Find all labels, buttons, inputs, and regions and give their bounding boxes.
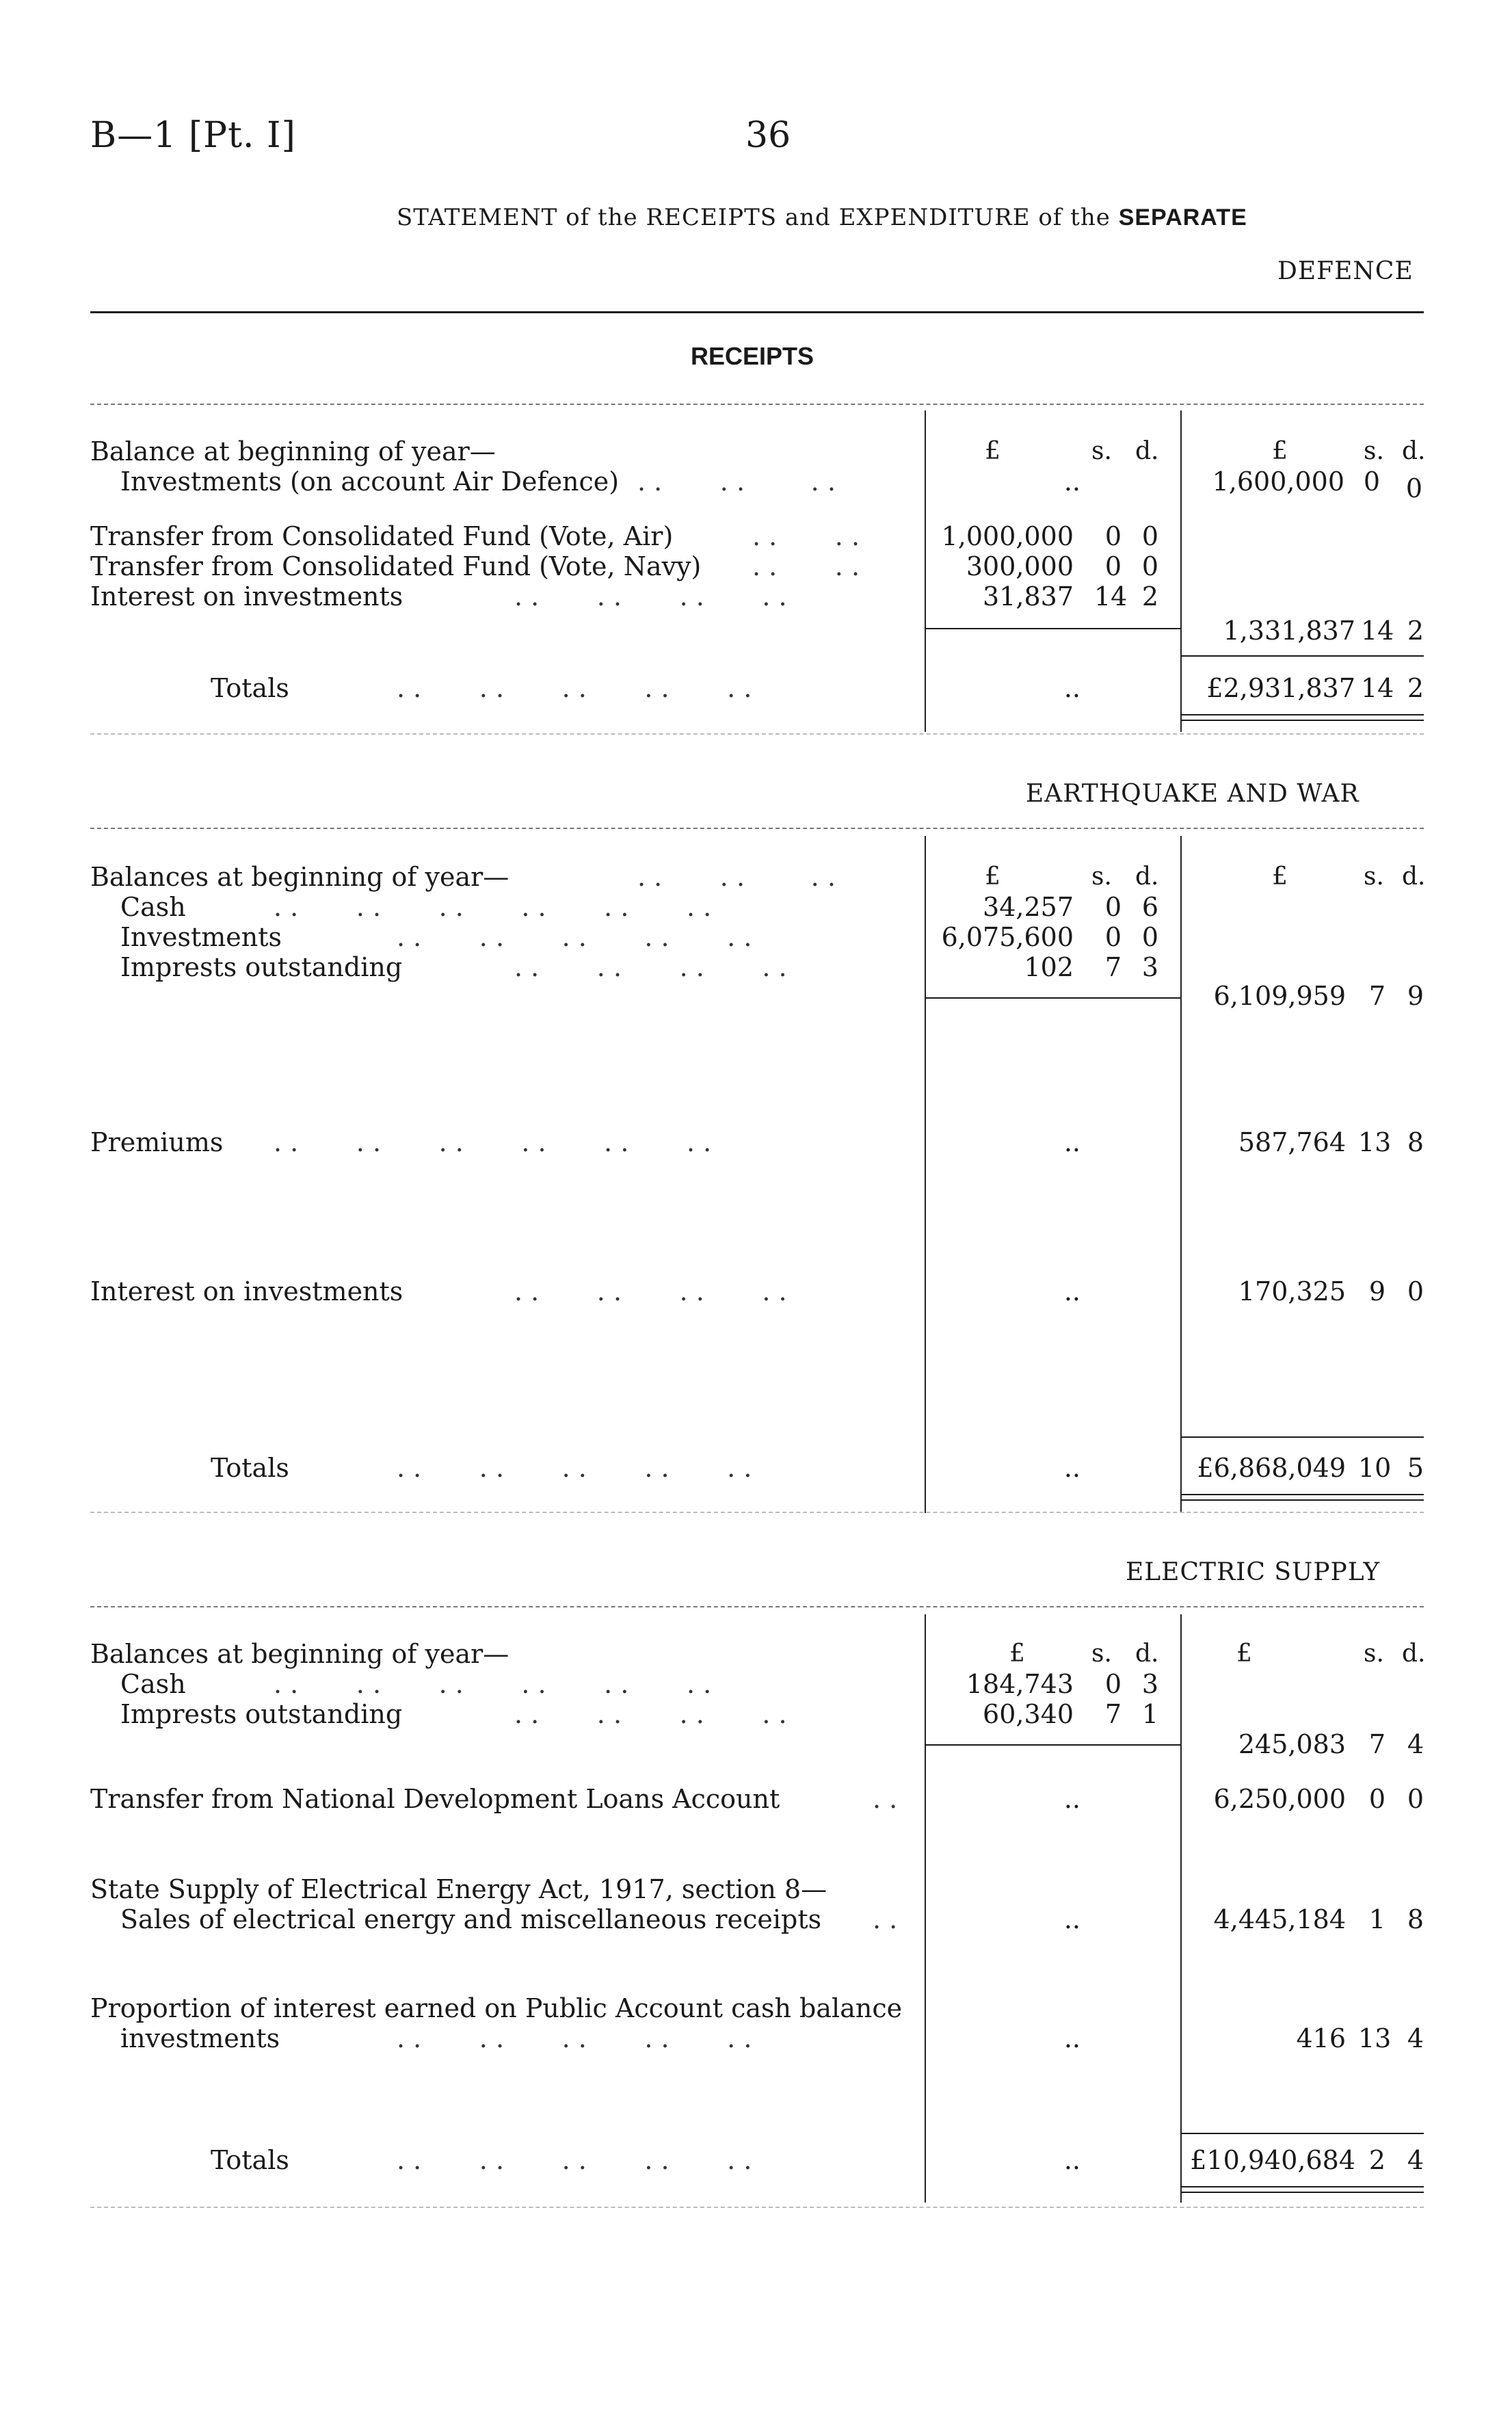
totals-rule	[1180, 1436, 1424, 1438]
leader-dots: . . . . . . . . . .	[397, 1453, 752, 1483]
leader-dots: . . . . . .	[637, 466, 836, 497]
leader-dots: . .	[873, 1784, 898, 1814]
item-pence: 6	[1141, 892, 1158, 922]
subtotal-pence: 2	[1407, 616, 1424, 646]
totals-shillings: 10	[1358, 1453, 1392, 1483]
item-pence: 1	[1141, 1699, 1158, 1729]
leader-dots: . . . . . .	[637, 862, 836, 892]
interest-col1: ..	[1063, 1276, 1080, 1306]
leader-dots: . . . . . . . . . .	[397, 673, 752, 703]
unit-shilling: s.	[1364, 437, 1384, 465]
balances-label: Balances at beginning of year—	[90, 1639, 509, 1669]
balance-total-pence: 4	[1407, 1729, 1424, 1759]
section-title-electric: ELECTRIC SUPPLY	[1126, 1558, 1381, 1586]
totals-col1: ..	[1063, 1453, 1080, 1483]
item-pence: 0	[1141, 922, 1158, 952]
subtotal-rule	[925, 997, 1180, 999]
totals-pounds: £6,868,049	[1197, 1453, 1346, 1483]
subtotal-rule	[925, 628, 1180, 629]
totals-pence: 4	[1407, 2145, 1424, 2175]
state-pence: 8	[1407, 1904, 1424, 1934]
subtotal-rule	[925, 1744, 1180, 1746]
leader-dots: . . . . . . . . . . . .	[274, 1127, 712, 1157]
row-pounds: 1,000,000	[941, 521, 1074, 551]
proportion-shillings: 13	[1358, 2023, 1392, 2053]
unit-pound: £	[1236, 1640, 1252, 1668]
item-label: Cash	[120, 892, 186, 922]
investments-label: Investments (on account Air Defence)	[120, 466, 620, 497]
premiums-label: Premiums	[90, 1127, 224, 1157]
col-divider-2	[1180, 410, 1182, 732]
unit-pound: £	[1272, 863, 1288, 891]
premiums-pence: 8	[1407, 1127, 1424, 1157]
row-pounds: 300,000	[966, 551, 1074, 581]
item-pence: 3	[1141, 1669, 1158, 1699]
proportion-col1: ..	[1063, 2023, 1080, 2053]
leader-dots: . . . . . . . . . .	[397, 922, 752, 952]
section-divider	[90, 733, 1424, 735]
item-shillings: 0	[1104, 922, 1122, 952]
item-pounds: 60,340	[983, 1699, 1074, 1729]
balance-total-shillings: 7	[1368, 1729, 1385, 1759]
leader-dots: . . . . . . . .	[514, 581, 787, 612]
balance-label: Balance at beginning of year—	[90, 436, 496, 466]
col-divider-1	[925, 410, 926, 732]
transfer-shillings: 0	[1368, 1784, 1385, 1814]
unit-pound: £	[1009, 1640, 1025, 1668]
totals-double-rule	[1180, 1494, 1424, 1495]
totals-rule	[1180, 2133, 1424, 2134]
investments-pounds: 1,600,000	[1212, 466, 1344, 497]
leader-dots: . . . . . . . .	[514, 1699, 787, 1729]
transfer-pounds: 6,250,000	[1213, 1784, 1346, 1814]
item-label: Imprests outstanding	[120, 952, 403, 982]
page-number: 36	[745, 115, 791, 156]
balance-total-pounds: 6,109,959	[1213, 981, 1346, 1011]
row-pence: 0	[1141, 551, 1158, 581]
section-title-earthquake: EARTHQUAKE AND WAR	[1026, 780, 1360, 808]
row-label: Interest on investments	[90, 581, 403, 612]
interest-pounds: 170,325	[1238, 1276, 1346, 1306]
leader-dots: . . . . . . . .	[514, 1276, 787, 1306]
item-shillings: 7	[1104, 952, 1122, 982]
statement-title-bold: SEPARATE	[1118, 205, 1247, 231]
document-reference: B—1 [Pt. I]	[90, 115, 296, 156]
unit-pence: d.	[1135, 1640, 1159, 1668]
transfer-label: Transfer from National Development Loans Account	[90, 1784, 780, 1814]
unit-shilling: s.	[1364, 1640, 1384, 1668]
totals-col1: ..	[1063, 2145, 1080, 2175]
unit-pence: d.	[1135, 437, 1159, 465]
row-pounds: 31,837	[983, 581, 1074, 612]
row-shillings: 14	[1094, 581, 1128, 612]
totals-label: Totals	[211, 1453, 289, 1483]
balances-label: Balances at beginning of year—	[90, 862, 509, 892]
totals-rule	[1180, 655, 1424, 657]
state-col1: ..	[1063, 1904, 1080, 1934]
item-shillings: 7	[1104, 1699, 1122, 1729]
proportion-label: Proportion of interest earned on Public Account cash balance	[90, 1993, 903, 2023]
row-shillings: 0	[1104, 521, 1122, 551]
totals-pence: 2	[1407, 673, 1424, 703]
investments-col1: ..	[1063, 466, 1080, 497]
rule-section	[90, 1606, 1424, 1607]
col-divider-2	[1180, 1614, 1182, 2203]
unit-shilling: s.	[1091, 437, 1112, 465]
bottom-rule	[90, 2207, 1424, 2208]
col-divider-1	[925, 836, 926, 1513]
section-title-defence: DEFENCE	[1277, 257, 1414, 285]
statement-title	[397, 204, 1247, 231]
unit-pence: d.	[1402, 437, 1426, 465]
unit-pound: £	[985, 863, 1000, 891]
state-supply-sublabel: Sales of electrical energy and miscellaneous receipts	[120, 1904, 822, 1934]
totals-pence: 5	[1407, 1453, 1424, 1483]
unit-pence: d.	[1402, 1640, 1426, 1668]
row-pence: 0	[1141, 521, 1158, 551]
unit-pound: £	[1272, 437, 1288, 465]
section-divider	[90, 1512, 1424, 1513]
leader-dots: . . . . . . . . . . . .	[274, 892, 712, 922]
balance-total-pounds: 245,083	[1238, 1729, 1346, 1759]
totals-double-rule	[1180, 1499, 1424, 1501]
state-pounds: 4,445,184	[1213, 1904, 1346, 1934]
state-shillings: 1	[1368, 1904, 1385, 1934]
premiums-pounds: 587,764	[1238, 1127, 1346, 1157]
totals-pounds: £2,931,837	[1206, 673, 1355, 703]
proportion-pounds: 416	[1296, 2023, 1346, 2053]
item-pounds: 184,743	[966, 1669, 1074, 1699]
investments-pence: 0	[1405, 473, 1422, 503]
interest-label: Interest on investments	[90, 1276, 403, 1306]
rule-top	[90, 311, 1424, 313]
totals-shillings: 14	[1361, 673, 1394, 703]
item-pounds: 102	[1024, 952, 1074, 982]
col-divider-2	[1180, 836, 1182, 1513]
row-pence: 2	[1141, 581, 1158, 612]
unit-shilling: s.	[1364, 863, 1384, 891]
item-pence: 3	[1141, 952, 1158, 982]
investments-shillings: 0	[1363, 466, 1380, 497]
col-divider-1	[925, 1614, 926, 2203]
item-shillings: 0	[1104, 892, 1122, 922]
totals-double-rule	[1180, 2186, 1424, 2187]
subtotal-pounds: 1,331,837	[1223, 616, 1355, 646]
item-pounds: 6,075,600	[941, 922, 1074, 952]
balance-total-pence: 9	[1407, 981, 1424, 1011]
totals-label: Totals	[211, 2145, 289, 2175]
unit-pence: d.	[1402, 863, 1426, 891]
item-pounds: 34,257	[983, 892, 1074, 922]
totals-double-rule	[1180, 720, 1424, 721]
unit-pound: £	[985, 437, 1000, 465]
totals-shillings: 2	[1368, 2145, 1385, 2175]
leader-dots: . . . .	[752, 521, 860, 551]
state-supply-label: State Supply of Electrical Energy Act, 1917, section 8—	[90, 1874, 827, 1904]
receipts-heading: RECEIPTS	[691, 342, 814, 370]
leader-dots: . . . . . . . . . .	[397, 2145, 752, 2175]
row-label: Transfer from Consolidated Fund (Vote, Air)	[90, 521, 674, 551]
unit-pence: d.	[1135, 863, 1159, 891]
totals-pounds: £10,940,684	[1190, 2145, 1355, 2175]
subtotal-shillings: 14	[1361, 616, 1394, 646]
transfer-pence: 0	[1407, 1784, 1424, 1814]
rule-receipts	[90, 404, 1424, 405]
unit-shilling: s.	[1091, 1640, 1112, 1668]
leader-dots: . . . . . . . . . . . .	[274, 1669, 712, 1699]
interest-pence: 0	[1407, 1276, 1424, 1306]
totals-double-rule	[1180, 2192, 1424, 2193]
balance-total-shillings: 7	[1368, 981, 1385, 1011]
leader-dots: . .	[873, 1904, 898, 1934]
row-label: Transfer from Consolidated Fund (Vote, Navy)	[90, 551, 702, 581]
proportion-pence: 4	[1407, 2023, 1424, 2053]
totals-col1: ..	[1063, 673, 1080, 703]
premiums-shillings: 13	[1358, 1127, 1392, 1157]
totals-double-rule	[1180, 714, 1424, 715]
unit-shilling: s.	[1091, 863, 1112, 891]
totals-label: Totals	[211, 673, 289, 703]
interest-shillings: 9	[1368, 1276, 1385, 1306]
item-shillings: 0	[1104, 1669, 1122, 1699]
item-label: Investments	[120, 922, 282, 952]
transfer-col1: ..	[1063, 1784, 1080, 1814]
premiums-col1: ..	[1063, 1127, 1080, 1157]
leader-dots: . . . . . . . . . .	[397, 2023, 752, 2053]
item-label: Cash	[120, 1669, 186, 1699]
row-shillings: 0	[1104, 551, 1122, 581]
leader-dots: . . . .	[752, 551, 860, 581]
proportion-sublabel: investments	[120, 2023, 280, 2053]
statement-title-plain: STATEMENT of the RECEIPTS and EXPENDITURE of the	[397, 204, 1111, 231]
item-label: Imprests outstanding	[120, 1699, 403, 1729]
rule-section	[90, 828, 1424, 829]
leader-dots: . . . . . . . .	[514, 952, 787, 982]
